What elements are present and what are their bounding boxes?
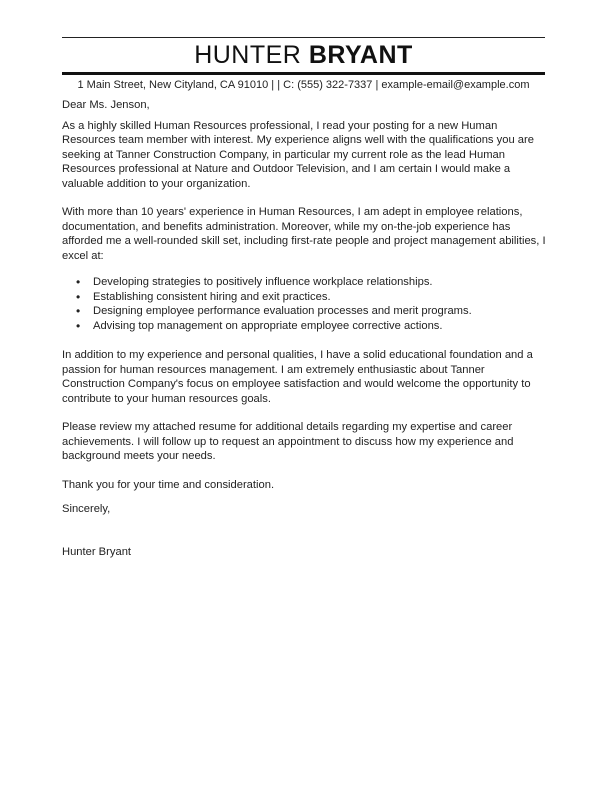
bullet-icon: • [76,289,81,304]
list-item: • Developing strategies to positively influence workplace relationships. [76,275,433,289]
header-bottom-rule [62,72,545,75]
thank-you-line: Thank you for your time and consideration. [62,478,275,491]
paragraph-intro: As a highly skilled Human Resources professional, I read your posting for a new Human Resources team member with interest. My experience aligns well with the qualifications you are seeking at Tanner Construction Company, in particular my current role as the lead Human Resources professional at Nature and Outdoor Television, and I am certain I would make a valuable addition to your organization. [62,119,534,190]
list-item: • Establishing consistent hiring and exit practices. [76,289,331,304]
first-name: HUNTER [194,41,302,69]
bullet-icon: • [76,304,81,318]
letter-body [62,98,548,573]
bullet-icon: • [76,275,81,289]
bullet-icon: • [76,318,81,333]
paragraph-education: In addition to my experience and personal qualities, I have a solid educational foundation and a passion for human resources management. I am extremely enthusiastic about Tanner Construction Company's focus on employee satisfaction and would welcome the opportunity to contribute to your human resources goals. [62,349,533,405]
paragraph-experience: With more than 10 years' experience in Human Resources, I am adept in employee relations, documentation, and benefits administration. Moreover, while my on-the-job experience has afforded me a well-rounded skill set, including first-rate people and project management abilities, I excel at: [62,206,546,262]
last-name: BRYANT [308,41,413,69]
applicant-name [62,40,545,70]
closing-line: Sincerely, [62,503,111,515]
contact-line: 1 Main Street, New Cityland, CA 91010 | | C: (555) 322-7337 | example-email@example.com [77,79,530,91]
paragraph-follow-up: Please review my attached resume for additional details regarding my expertise and career achievements. I will follow up to request an appointment to discuss how my experience and background meets your needs. [62,421,514,462]
list-item: • Designing employee performance evaluation processes and merit programs. [76,304,472,318]
salutation: Dear Ms. Jenson, [62,99,150,111]
header-top-rule [62,37,545,38]
skills-list [62,275,548,333]
list-item: • Advising top management on appropriate employee corrective actions. [76,318,443,333]
signature-name: Hunter Bryant [62,545,132,558]
